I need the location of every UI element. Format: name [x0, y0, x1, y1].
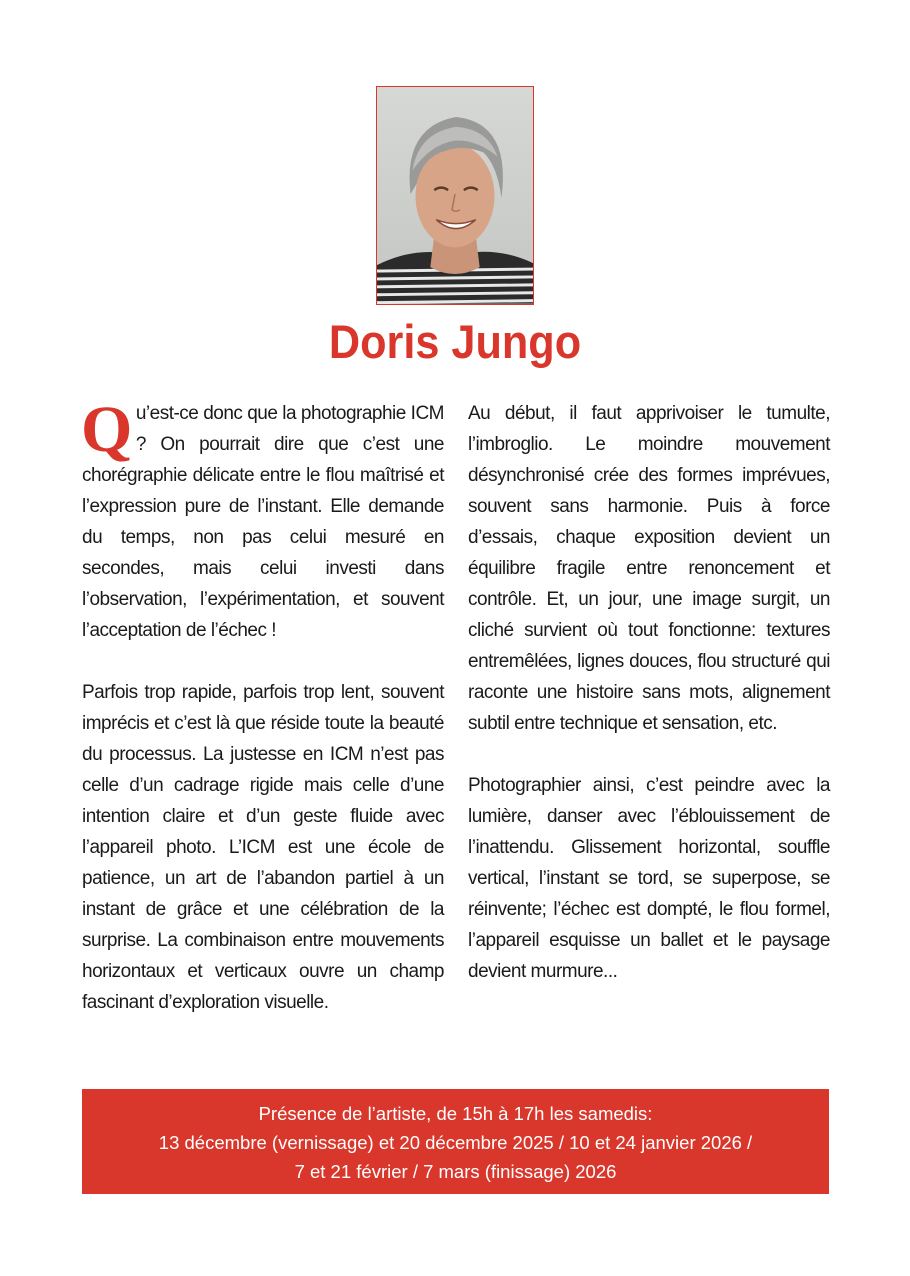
banner-line-2: 13 décembre (vernissage) et 20 décembre 2025 / 10 et 24 janvier 2026 /	[158, 1132, 753, 1153]
drop-cap: Q	[81, 393, 132, 466]
artist-name: Doris Jungo	[328, 315, 582, 368]
artist-presence-banner	[82, 1089, 829, 1194]
banner-line-3: 7 et 21 février / 7 mars (finissage) 2026	[294, 1161, 617, 1182]
artist-portrait	[376, 86, 534, 305]
left-column	[81, 393, 444, 1049]
right-column	[468, 398, 830, 1018]
second-paragraph: Parfois trop rapide, parfois trop lent, souvent imprécis et c’est là que réside toute la beauté du processus. La justesse en ICM n’est pas celle d’un cadrage rigide mais celle d’une intention claire et d’un geste fluide avec l’appareil photo. L’ICM est une école de patience, un art de l’abandon partiel à un instant de grâce et une célébration de la surprise. La combinaison entre mouvements horizontaux et verticaux ouvre un champ fascinant d’exploration visuelle.	[82, 682, 444, 1013]
intro-text: u’est-ce donc que la photographie ICM ? On pourrait dire que c’est une chorégraphie délicate entre le flou maîtrisé et l’expression pure de l’instant. Elle demande du temps, non pas celui mesuré en secondes, mais celui investi dans l’observation, l’expérimentation, et souvent l’acceptation de l’échec !	[82, 403, 444, 641]
fourth-paragraph: Photographier ainsi, c’est peindre avec la lumière, danser avec l’éblouissement de l’inattendu. Glissement horizontal, souffle vertical, l’instant se tord, se superpose, se réinvente; l’échec est dompté, le flou formel, l’appareil esquisse un ballet et le paysage devient murmure...	[468, 775, 830, 982]
third-paragraph: Au début, il faut apprivoiser le tumulte, l’imbroglio. Le moindre mouvement désynchronisé crée des formes imprévues, souvent sans harmonie. Puis à force d’essais, chaque exposition devient un équilibre fragile entre renoncement et contrôle. Et, un jour, une image surgit, un cliché survient où tout fonctionne: textures entremêlées, lignes douces, flou structuré qui raconte une histoire sans mots, alignement subtil entre technique et sensation, etc.	[468, 403, 830, 734]
intro-paragraph	[81, 393, 444, 646]
portrait-photo-icon	[377, 87, 533, 304]
banner-line-1: Présence de l’artiste, de 15h à 17h les samedis:	[258, 1103, 653, 1124]
